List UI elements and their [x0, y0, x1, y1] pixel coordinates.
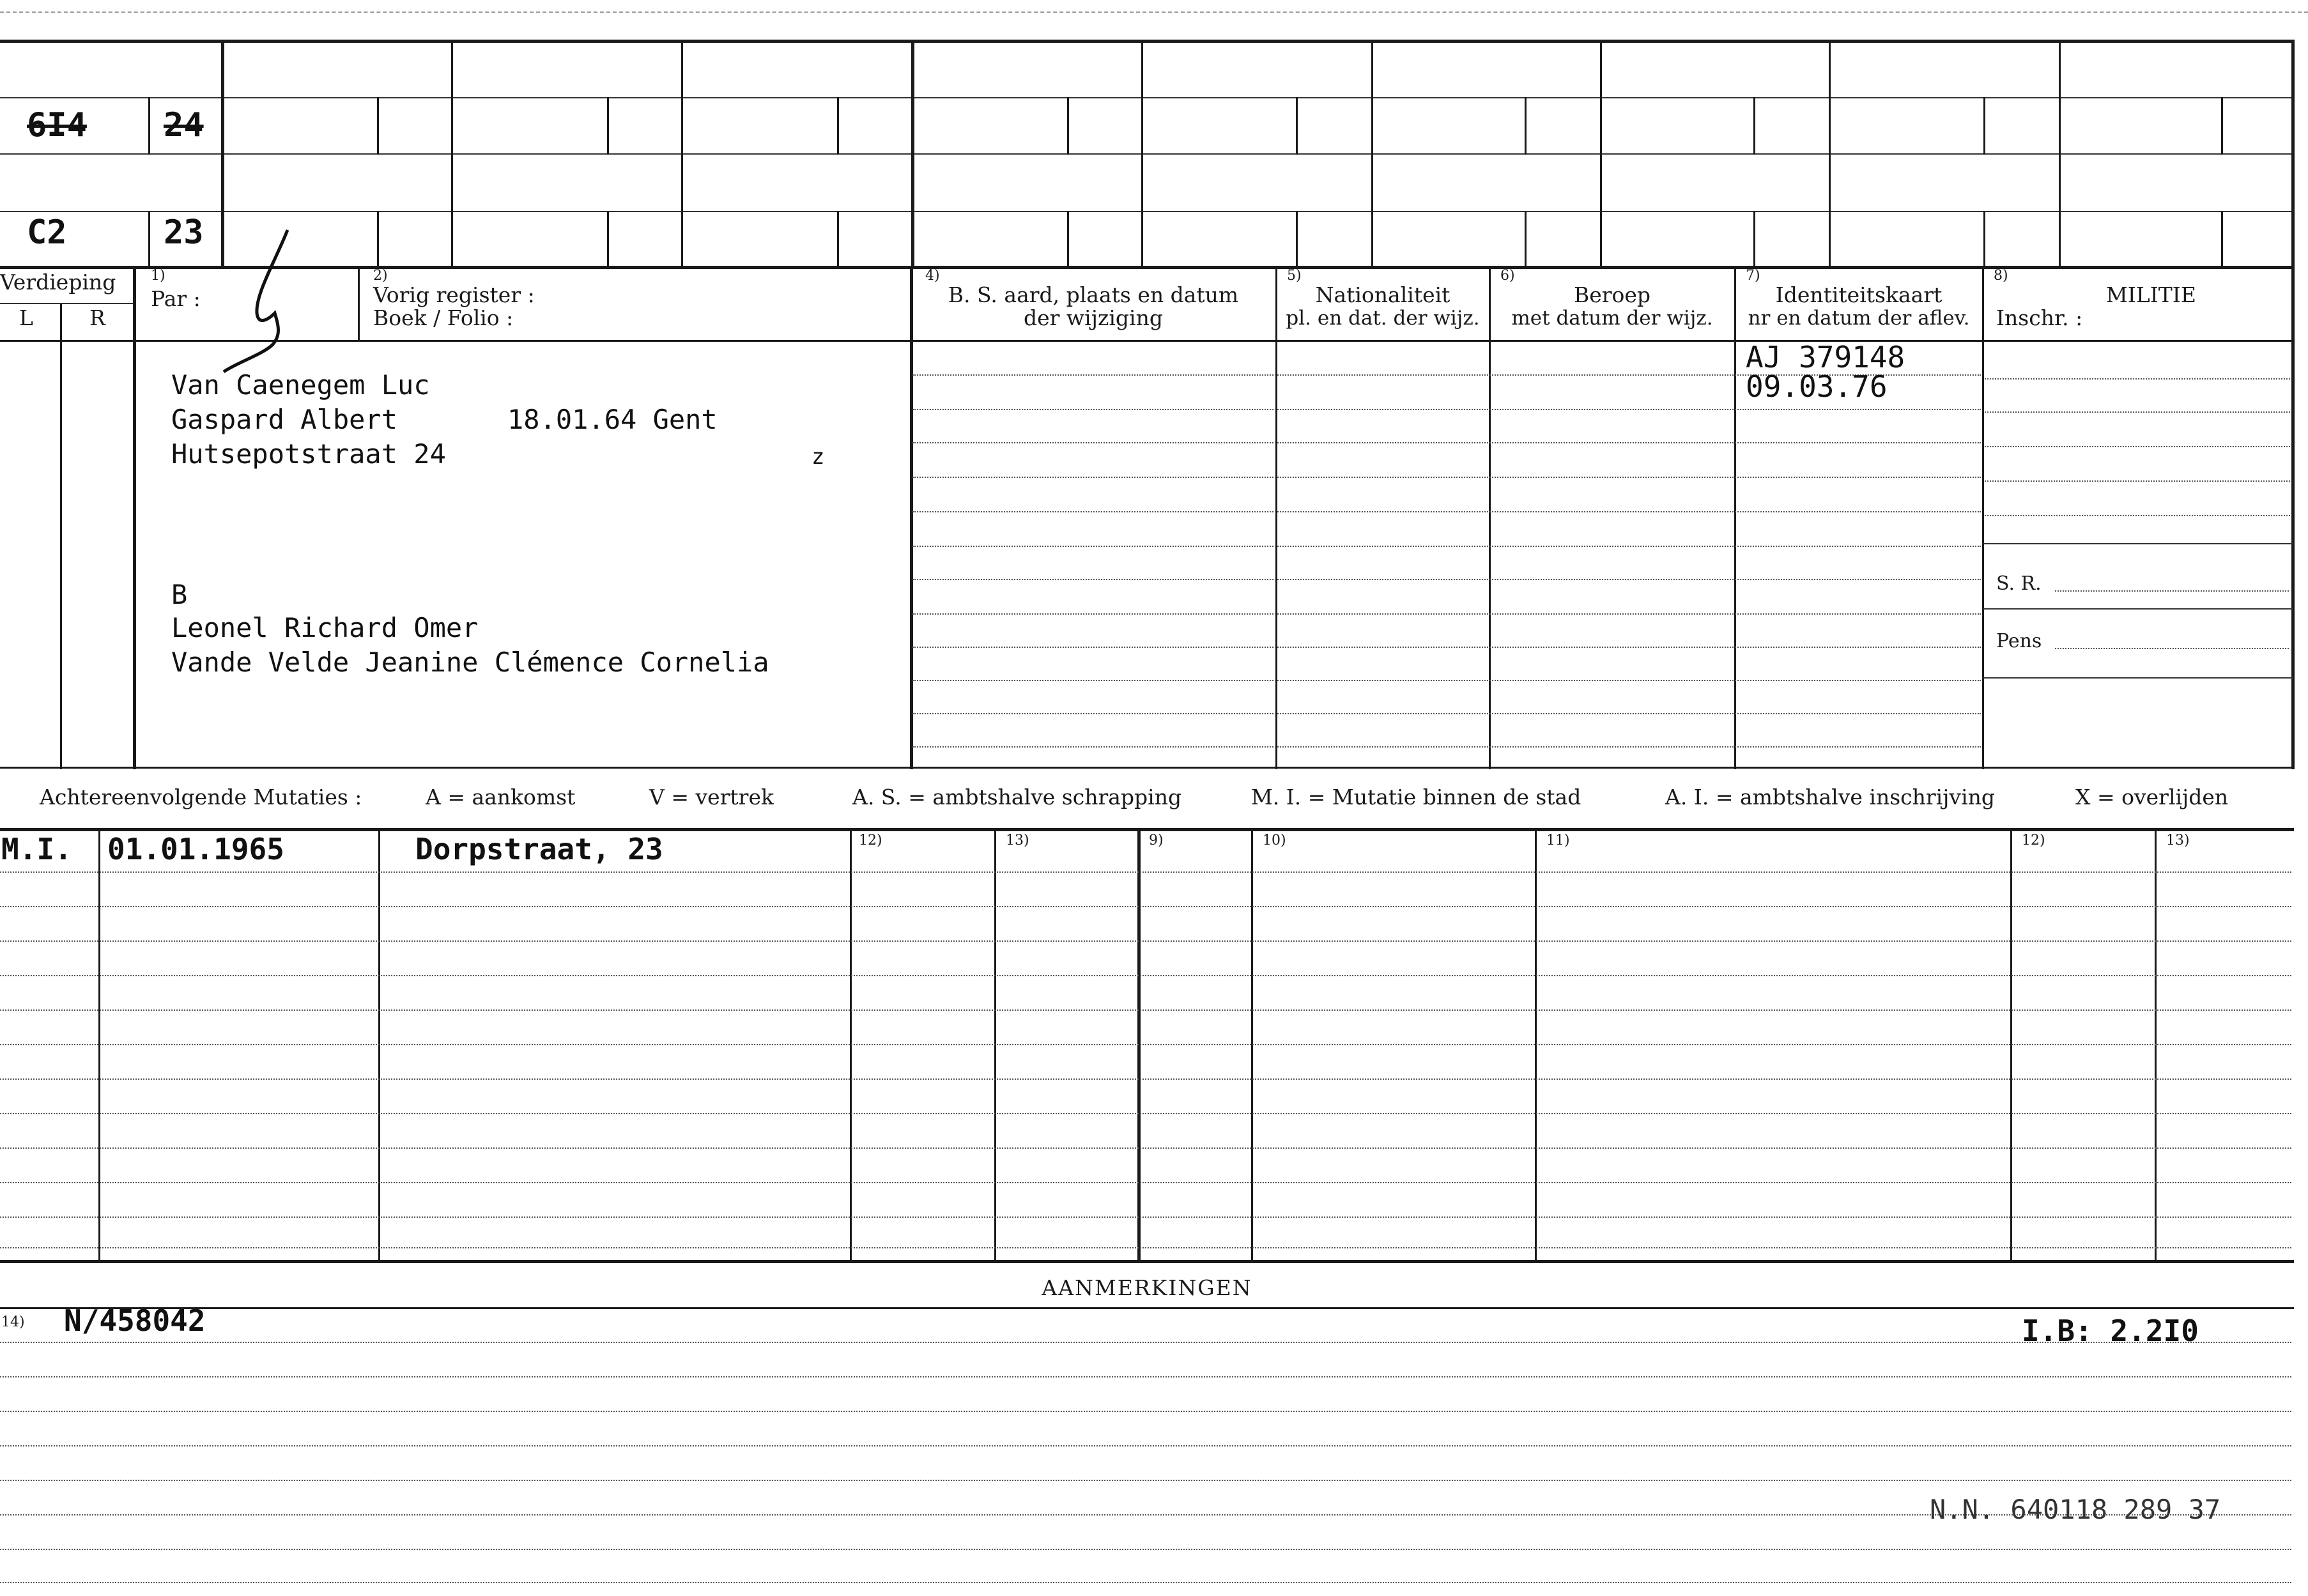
remarks-national-number: N.N. 640118 289 37 — [1930, 1494, 2221, 1525]
beroep-label-2: met datum der wijz. — [1511, 307, 1713, 330]
mutation-col12-number: 12) — [859, 833, 882, 848]
mutation-col12b-number: 12) — [2022, 833, 2045, 848]
top-grid-subdivider — [837, 97, 839, 155]
vorig-register-label: Vorig register : — [373, 282, 535, 307]
column-divider — [358, 266, 360, 340]
top-grid-subdivider — [2221, 211, 2223, 266]
mutation-type: M.I. — [1, 832, 72, 866]
militie-section-line — [1983, 608, 2293, 610]
right-label: R — [89, 305, 105, 330]
top-grid-subdivider — [377, 97, 379, 155]
top-grid-subdivider — [377, 211, 379, 266]
militie-dotted-row — [1985, 378, 2290, 380]
remarks-dotted-row — [0, 1411, 2291, 1412]
header-top-border — [0, 266, 2294, 269]
legend-arrival: A = aankomst — [426, 785, 576, 810]
remarks-reference: N/458042 — [64, 1303, 206, 1338]
remarks-dotted-row — [0, 1342, 2291, 1343]
father-name: Leonel Richard Omer — [171, 612, 479, 643]
top-edge-line — [0, 12, 2308, 13]
nationaliteit-label-1: Nationaliteit — [1315, 282, 1450, 307]
body-bottom-border — [0, 767, 2294, 769]
id-card-number: AJ 379148 — [1746, 340, 1905, 374]
remarks-title: AANMERKINGEN — [1042, 1275, 1252, 1300]
mutation-dotted-row — [0, 1216, 2291, 1218]
parent-marker: B — [171, 579, 188, 610]
militie-section-line — [1983, 677, 2293, 679]
col5-number: 5) — [1287, 268, 1302, 284]
top-grid-subdivider — [1753, 211, 1755, 266]
col6-number: 6) — [1500, 268, 1515, 284]
mutation-dotted-row — [0, 1147, 2291, 1149]
mutation-dotted-row — [0, 1247, 2291, 1248]
pens-label: Pens — [1996, 630, 2042, 652]
mutation-dotted-row — [0, 975, 2291, 976]
verdieping-divider — [60, 304, 62, 769]
dotted-row — [912, 613, 1981, 615]
mutation-dotted-row — [0, 1182, 2291, 1183]
top-grid-divider — [1371, 40, 1373, 266]
mutation-col10-number: 10) — [1263, 833, 1286, 848]
top-grid-subdivider — [1525, 211, 1527, 266]
dotted-row — [912, 442, 1981, 443]
top-grid-divider — [2059, 40, 2061, 266]
identiteitskaart-label-2: nr en datum der aflev. — [1748, 307, 1970, 330]
person-given-names: Gaspard Albert — [171, 404, 398, 435]
top-row1-num: 24 — [164, 106, 204, 144]
top-grid-subdivider — [1983, 211, 1985, 266]
top-grid-divider — [681, 40, 683, 266]
col1-number: 1) — [151, 268, 165, 284]
dotted-row — [912, 409, 1981, 410]
top-row2-code: C2 — [27, 213, 67, 252]
dotted-row — [912, 477, 1981, 478]
top-grid-divider — [1141, 40, 1143, 266]
boek-folio-label: Boek / Folio : — [373, 305, 514, 330]
left-label: L — [19, 305, 33, 330]
remarks-ib: I.B: 2.2I0 — [2022, 1314, 2199, 1348]
mutation-dotted-row — [0, 1044, 2291, 1045]
top-grid-subdivider — [1296, 97, 1298, 155]
pens-dotted-line — [2055, 648, 2289, 649]
top-grid-divider — [451, 40, 453, 266]
top-grid-divider — [148, 211, 150, 266]
dotted-row — [912, 511, 1981, 512]
verdieping-label: Verdieping — [0, 270, 116, 295]
mutation-col9-number: 9) — [1149, 833, 1164, 848]
mutations-top-border — [0, 828, 2294, 831]
top-grid-subdivider — [2221, 97, 2223, 155]
id-card-date: 09.03.76 — [1746, 369, 1888, 404]
top-row2-num: 23 — [164, 213, 204, 252]
mutation-dotted-row — [0, 1113, 2291, 1114]
mother-name: Vande Velde Jeanine Clémence Cornelia — [171, 647, 769, 678]
top-grid-border — [0, 40, 2294, 43]
top-grid-subdivider — [1067, 97, 1069, 155]
nationaliteit-label-2: pl. en dat. der wijz. — [1286, 307, 1480, 330]
mutation-dotted-row — [0, 871, 2291, 873]
dotted-row — [912, 647, 1981, 648]
mutations-title: Achtereenvolgende Mutaties : — [40, 785, 362, 810]
par-signature — [217, 224, 332, 377]
top-grid-subdivider — [1525, 97, 1527, 155]
top-grid-line — [0, 211, 2294, 212]
top-grid-line — [0, 97, 2294, 98]
verdieping-line — [0, 303, 133, 304]
top-grid-divider — [1829, 40, 1831, 266]
bs-label-2: der wijziging — [1024, 305, 1163, 330]
top-grid-subdivider — [837, 211, 839, 266]
dotted-row — [912, 713, 1981, 714]
beroep-label-1: Beroep — [1573, 282, 1651, 307]
mutation-col11-number: 11) — [1546, 833, 1570, 848]
bs-label-1: B. S. aard, plaats en datum — [948, 282, 1239, 307]
top-grid-divider — [911, 40, 914, 266]
person-mark: z — [812, 444, 825, 470]
legend-death: X = overlijden — [2075, 785, 2229, 810]
inschr-label: Inschr. : — [1996, 305, 2083, 330]
dotted-row — [912, 680, 1981, 681]
identiteitskaart-label-1: Identiteitskaart — [1775, 282, 1943, 307]
mutation-col13b-number: 13) — [2166, 833, 2190, 848]
militie-dotted-row — [1985, 411, 2290, 413]
top-row1-code: 6I4 — [27, 106, 87, 144]
par-label: Par : — [151, 286, 201, 311]
dotted-row — [912, 746, 1981, 748]
remarks-dotted-row — [0, 1376, 2291, 1377]
top-grid-line — [0, 153, 2294, 155]
militie-dotted-row — [1985, 515, 2290, 516]
militie-label: MILITIE — [2106, 282, 2196, 307]
mutation-date: 01.01.1965 — [107, 832, 284, 866]
legend-mi: M. I. = Mutatie binnen de stad — [1251, 785, 1581, 810]
mutations-bottom-border — [0, 1260, 2294, 1263]
mutation-col13-number: 13) — [1006, 833, 1029, 848]
dotted-row — [912, 546, 1981, 547]
top-grid-divider — [148, 97, 150, 155]
person-address: Hutsepotstraat 24 — [171, 438, 446, 470]
legend-departure: V = vertrek — [649, 785, 774, 810]
mutation-dotted-row — [0, 906, 2291, 907]
person-name: Van Caenegem Luc — [171, 369, 430, 401]
militie-dotted-row — [1985, 480, 2290, 482]
legend-ai: A. I. = ambtshalve inschrijving — [1665, 785, 1996, 810]
remarks-dotted-row — [0, 1480, 2291, 1481]
mutation-address: Dorpstraat, 23 — [415, 832, 663, 866]
legend-as: A. S. = ambtshalve schrapping — [852, 785, 1182, 810]
top-grid-subdivider — [1067, 211, 1069, 266]
col4-number: 4) — [925, 268, 940, 284]
top-grid-subdivider — [1983, 97, 1985, 155]
remarks-top-line — [0, 1307, 2294, 1309]
header-bottom-border — [0, 340, 2294, 342]
top-grid-subdivider — [1296, 211, 1298, 266]
col2-number: 2) — [373, 268, 388, 284]
remarks-dotted-row — [0, 1582, 2291, 1583]
top-grid-divider — [2291, 40, 2295, 266]
militie-section-line — [1983, 543, 2293, 544]
top-grid-divider — [1600, 40, 1602, 266]
remarks-dotted-row — [0, 1549, 2291, 1550]
sr-label: S. R. — [1996, 572, 2042, 595]
top-grid-subdivider — [1753, 97, 1755, 155]
militie-dotted-row — [1985, 446, 2290, 447]
remarks-dotted-row — [0, 1445, 2291, 1446]
mutation-dotted-row — [0, 940, 2291, 942]
remarks-number: 14) — [1, 1314, 25, 1330]
person-birth: 18.01.64 Gent — [507, 404, 718, 435]
top-grid-subdivider — [607, 211, 609, 266]
sr-dotted-line — [2055, 590, 2289, 592]
col8-number: 8) — [1994, 268, 2008, 284]
top-grid-subdivider — [607, 97, 609, 155]
dotted-row — [912, 579, 1981, 580]
mutation-dotted-row — [0, 1009, 2291, 1011]
mutation-dotted-row — [0, 1078, 2291, 1080]
col7-number: 7) — [1746, 268, 1760, 284]
